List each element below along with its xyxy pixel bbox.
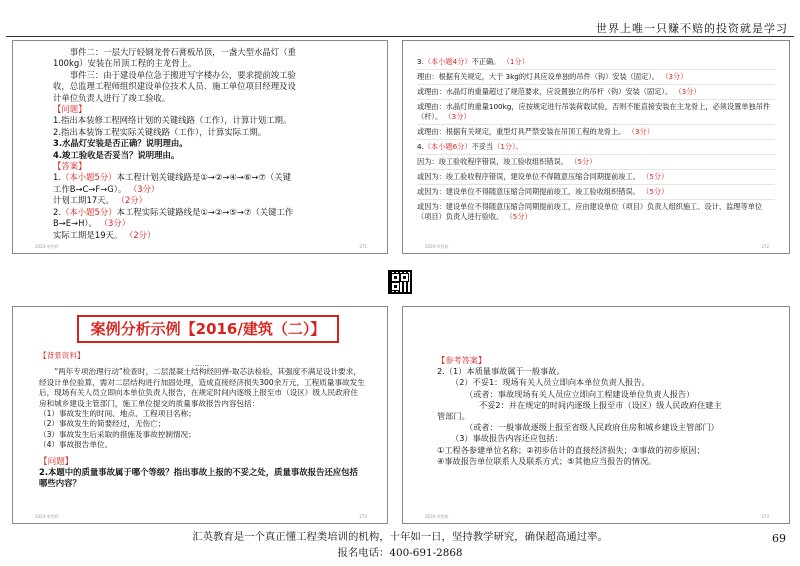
s2-l7-points: （5分） <box>570 157 597 166</box>
question-4: 4.竣工验收是否妥当？说明理由。 <box>53 149 180 160</box>
qr-finder-bl <box>392 283 399 290</box>
report-item-4: （4）事故报告单位。 <box>39 440 113 450</box>
footer-phone: 报名电话：400-691-2868 <box>337 547 463 559</box>
s2-l4-points: （3分） <box>444 112 471 121</box>
s2-line-6 <box>417 140 775 155</box>
ref-answer-8: ①工程各参建单位名称；②初步估计的直接经济损失；③事故的初步原因； <box>437 444 705 455</box>
s2-l3-text: 或理由：水晶灯的重量超过了规范要求，应设置独立的吊杆（钩）安装（固定）。 <box>417 87 673 96</box>
answer-1-score: （本小题5分） <box>61 172 117 183</box>
questions-tag: 【问题】 <box>53 104 87 115</box>
answer-1-line-b <box>53 184 351 195</box>
s2-l3-points: （3分） <box>674 87 701 96</box>
ref-answer-5: 管部门。 <box>437 411 470 422</box>
slide2-footer <box>425 244 769 250</box>
question-2: 2.指出本装饰工程实际关键线路（工作），计算实际工期。 <box>53 126 267 137</box>
s2-line-5 <box>417 125 775 140</box>
slide3-footer-page: 273 <box>359 514 367 519</box>
s2-line-1 <box>417 55 775 70</box>
answer-2-line-c <box>53 230 351 241</box>
report-item-1: （1）事故发生的时间、地点、工程项目名称； <box>39 409 196 419</box>
qr-finder-tr <box>401 274 408 281</box>
footer-slogan: 汇英教育是一个真正懂工程类培训的机构，十年如一日，坚持教学研究，确保超高通过率。 <box>192 531 608 543</box>
top-banner: 世界上唯一只赚不赔的投资就是学习 <box>596 22 788 35</box>
s2-l10-points: （5分） <box>505 212 532 221</box>
answer-1-line-a: 1.（本小题5分）本工程计划关键线路是①→②→④→⑥→⑦（关键 <box>53 172 292 183</box>
s2-l7-text: 因为：竣工验收程序错误，竣工验收组织错误。 <box>417 157 568 166</box>
answer-2-score: （本小题5分） <box>61 206 117 217</box>
answer-2-text2: B→E→H）。 <box>53 218 97 229</box>
header-divider <box>6 36 794 37</box>
slide2-footer-author: 2024·李哲辉 <box>425 244 449 249</box>
slide2-body <box>417 55 775 224</box>
question-1: 1.指出本装修工程网络计划的关键线路（工作），计算计划工期。 <box>53 115 292 126</box>
s2-l2-points: （3分） <box>661 72 688 81</box>
s2-line-4 <box>417 100 775 125</box>
event2-line-a: 事件二：一层大厅轻钢龙骨石膏板吊顶，一盏大型水晶灯（重 <box>69 47 296 57</box>
answer-2-points: （3分） <box>99 218 131 229</box>
s2-line-9 <box>417 185 775 200</box>
background-tag: 【背景资料】 <box>39 351 85 360</box>
slide4-footer-author: 2024·李哲辉 <box>425 514 449 519</box>
answer-2-text: 本工程实际关键路线是①→②→⑤→⑦（关键工作 <box>116 206 294 217</box>
ellipsis: …… <box>195 360 209 369</box>
s2-l6-points: （1分）。 <box>493 142 523 151</box>
s2-line-3 <box>417 85 775 100</box>
event3-line-c: 计单位负责人进行了竣工验收。 <box>53 92 171 103</box>
answer-2-line-b <box>53 218 351 229</box>
event2-line-b: 100kg）安装在吊顶工程的主龙骨上。 <box>53 58 197 69</box>
answer-1-days: 计划工期17天。 <box>53 195 114 206</box>
qr-code-icon <box>388 270 412 294</box>
case-title: 案例分析示例【2016/建筑（二）】 <box>77 315 339 343</box>
answer-1-text2: 工作B→C→F→G）。 <box>53 183 127 194</box>
slide-case-answers-1 <box>12 40 388 254</box>
s2-line-8 <box>417 170 775 185</box>
s2-l10-text: 或因为：建设单位不得随意压缩合同期提前竣工，应由建设单位（项目）负责人组织施工、设计、监理等单位（项目）负责人进行验收。 <box>417 202 763 221</box>
s2-l5-text: 或理由：根据有关规定，重型灯具严禁安装在吊顶工程的龙骨上。 <box>417 127 626 136</box>
answer-2-days: 实际工期是19天。 <box>53 229 123 240</box>
slide1-footer-author: 2024·李哲辉 <box>35 244 59 249</box>
answer-2-points2: （2分） <box>124 229 156 240</box>
s2-l8-points: （5分） <box>642 172 669 181</box>
slide1-footer-page: 271 <box>359 244 367 249</box>
s2-l6-score: （本小题6分） <box>423 142 472 151</box>
ref-answer-9: ④事故报告单位联系人及联系方式；⑤其他应当报告的情况。 <box>437 455 657 466</box>
answer-tag: 【答案】 <box>53 161 87 172</box>
answer-1-points: （3分） <box>128 183 160 194</box>
s2-l4-text: 或理由：水晶灯的重量100kg，应按规定进行吊装荷载试验，否则不能直接安装在主龙骨上，必须设置单独吊件（杆）。 <box>417 102 771 121</box>
s2-l1-verdict: 不正确。 <box>471 57 501 66</box>
s2-l2-text: 理由：根据有关规定，大于 3kg的灯具应设单独的吊件（钩）安装（固定）。 <box>417 72 659 81</box>
answer-1-line-c <box>53 195 351 206</box>
s2-l6-verdict: 不妥当 <box>471 142 494 151</box>
question-text: 2.本题中的质量事故属于哪个等级？指出事故上报的不妥之处，质量事故报告还应包括哪些内容？ <box>39 467 358 489</box>
answer-2-line-a: 2.（本小题5分）本工程实际关键路线是①→②→⑤→⑦（关键工作 <box>53 206 294 217</box>
slide-reference-answer <box>402 306 790 524</box>
slide2-footer-page: 272 <box>761 244 769 249</box>
reference-answer-tag: 【参考答案】 <box>437 355 487 365</box>
s2-l1-num: 3. <box>417 57 424 66</box>
ref-answer-4: 不妥2：并在规定的时间内逐级上报至市（设区）级人民政府住建主 <box>479 399 722 410</box>
answer-1-points2: （2分） <box>116 195 148 206</box>
slide3-body <box>39 351 365 490</box>
s2-l1-points: （1分） <box>502 57 529 66</box>
report-item-3: （3）事故发生后采取的措施及事故控制情况； <box>39 429 196 439</box>
answer-1-text: 本工程计划关键线路是①→②→④→⑥→⑦（关键 <box>116 172 292 183</box>
s2-line-10 <box>417 200 775 224</box>
s2-line-2 <box>417 70 775 85</box>
event3-line-b: 收，总监理工程师组织建设单位技术人员、施工单位项目经理及设 <box>53 81 296 92</box>
slide-case-example <box>12 306 388 524</box>
s2-line-7 <box>417 155 775 170</box>
slide4-footer <box>425 514 769 520</box>
slide1-body <box>53 47 351 241</box>
report-item-2: （2）事故发生的简要经过，无伤亡； <box>39 419 166 429</box>
ref-answer-1: 2.（1）本质量事故属于一般事故。 <box>437 366 565 377</box>
event3-line-a: 事件三：由于建设单位急于搬进写字楼办公，要求提前竣工验 <box>69 69 296 80</box>
slide3-footer-author: 2024·李哲辉 <box>35 514 59 519</box>
ref-answer-3: （或者：事故现场有关人员应立即向工程建设单位负责人报告） <box>465 388 695 399</box>
s2-l8-text: 或因为：竣工验收程序错误，建设单位不得随意压缩合同期提前竣工。 <box>417 172 640 181</box>
qr-finder-tl <box>392 274 399 281</box>
slide3-footer <box>35 514 367 520</box>
slide4-body <box>437 355 771 467</box>
s2-l9-text: 或因为：建设单位不得随意压缩合同期提前竣工，竣工验收组织错误。 <box>417 187 640 196</box>
question-tag: 【问题】 <box>39 456 74 467</box>
s2-l6-num: 4. <box>417 142 424 151</box>
question-3: 3.水晶灯安装是否正确？说明理由。 <box>53 138 188 149</box>
s2-l5-points: （3分） <box>627 127 654 136</box>
ref-answer-6: （或者：一般事故逐级上报至省级人民政府住房和城乡建设主管部门） <box>465 422 719 433</box>
s2-l1-score: （本小题4分） <box>423 57 472 66</box>
s2-l9-points: （5分） <box>642 187 669 196</box>
ref-answer-2: （2）不妥1：现场有关人员立即向本单位负责人报告。 <box>451 377 650 388</box>
slide4-footer-page: 274 <box>761 514 769 519</box>
slide-case-answers-2 <box>402 40 790 254</box>
page-number: 69 <box>772 532 786 545</box>
slide1-footer <box>35 244 367 250</box>
ref-answer-7: （3）事故报告内容还应包括： <box>451 433 563 444</box>
background-paragraph: “两年专项治理行动”检查时，二层混凝土结构经回弹-取芯法检验，其强度不满足设计要求，经设计单位验算，需对二层结构进行加固处理，造成直接经济损失300余万元，工程质量事故发生后，现场有关人员立即向本单位负责人报告，在规定时间内逐级上报至市（设区）级人民政府住房和城乡建设主管部门，施工单位提交的质量事故报告内容包括： <box>39 367 365 408</box>
